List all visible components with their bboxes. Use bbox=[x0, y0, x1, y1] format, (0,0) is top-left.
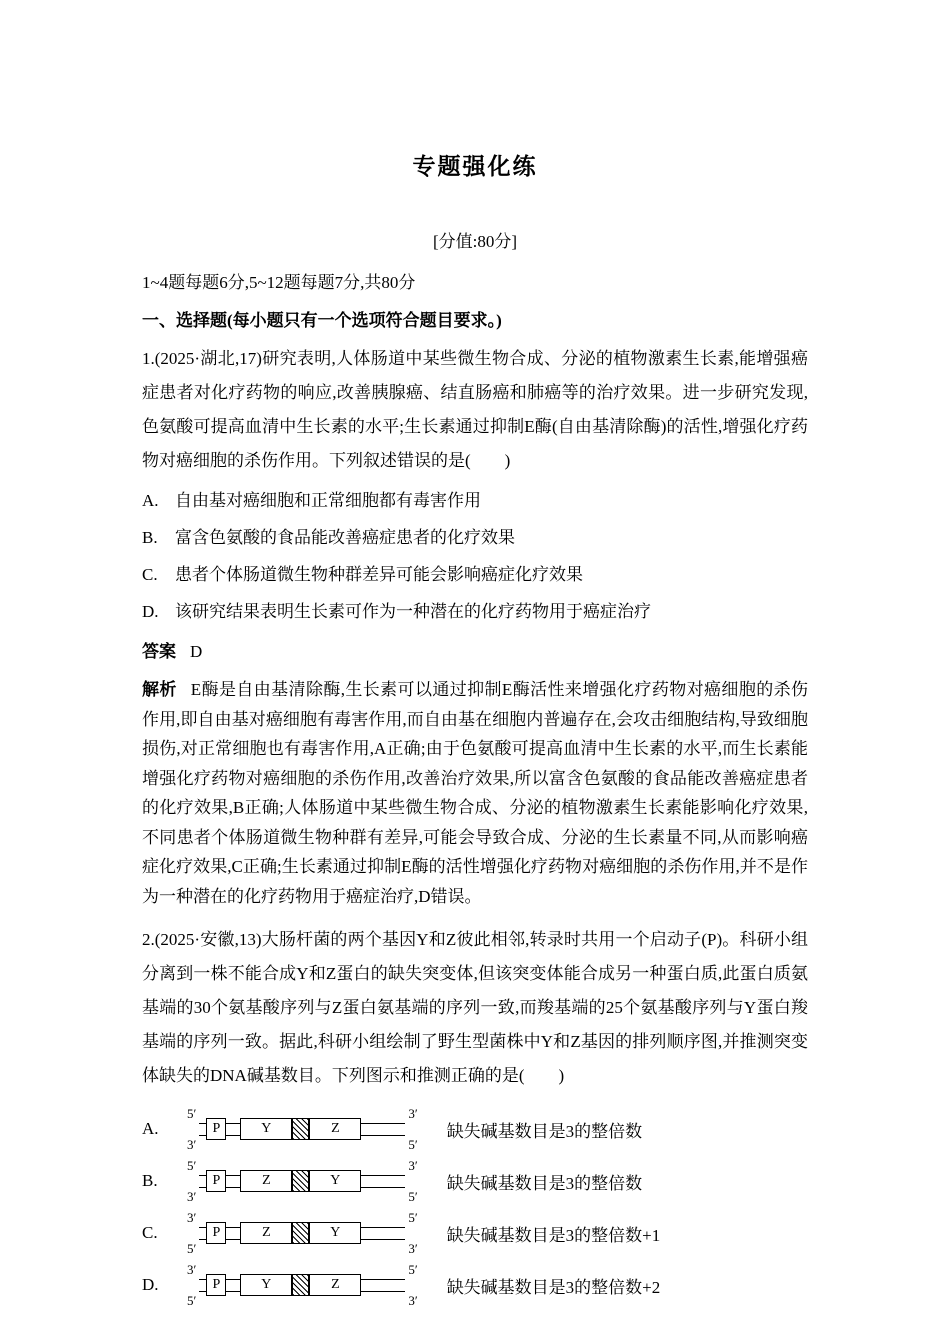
dna-strand bbox=[199, 1170, 405, 1192]
dna-segment bbox=[199, 1175, 206, 1188]
q2-option-c bbox=[142, 1207, 808, 1259]
strand-label-left-top: 5′ bbox=[187, 1106, 197, 1121]
strand-label-left-top: 5′ bbox=[187, 1158, 197, 1173]
strand-label-right-bottom: 5′ bbox=[408, 1137, 418, 1152]
option-letter: D. bbox=[142, 602, 159, 621]
dna-segment bbox=[199, 1123, 206, 1136]
strand-end-labels-right bbox=[405, 1107, 420, 1151]
strand-label-right-top: 5′ bbox=[408, 1262, 418, 1277]
gene-map-diagram bbox=[184, 1263, 421, 1307]
gene-box-first: Y bbox=[240, 1274, 292, 1296]
strand-end-labels-left bbox=[184, 1107, 199, 1151]
strand-label-right-top: 3′ bbox=[408, 1158, 418, 1173]
option-letter: A. bbox=[142, 1119, 159, 1138]
option-letter: A. bbox=[142, 491, 159, 510]
question-1-options bbox=[142, 482, 808, 630]
option-text: 自由基对癌细胞和正常细胞都有毒害作用 bbox=[175, 491, 481, 510]
q1-answer-line bbox=[142, 635, 808, 669]
option-letter: C. bbox=[142, 565, 158, 584]
strand-label-left-top: 3′ bbox=[187, 1262, 197, 1277]
dna-segment bbox=[361, 1279, 405, 1292]
option-caption: 缺失碱基数目是3的整倍数 bbox=[446, 1173, 643, 1193]
strand-label-right-bottom: 5′ bbox=[408, 1189, 418, 1204]
strand-label-right-top: 3′ bbox=[408, 1106, 418, 1121]
dna-strand bbox=[199, 1274, 405, 1296]
analysis-text: E酶是自由基清除酶,生长素可以通过抑制E酶活性来增强化疗药物对癌细胞的杀伤作用,即自由基对癌细胞有毒害作用,而自由基在细胞内普遍存在,会攻击细胞结构,导致细胞损伤,对正常细胞也有毒害作用,A正确;由于色氨酸可提高血清中生长素的水平,而生长素能增强化疗药物对癌细胞的杀伤作用,改善治疗效果,所以富含色氨酸的食品能改善癌症患者的化疗效果,B正确;人体肠道中某些微生物合成、分泌的植物激素生长素能影响化疗效果,不同患者个体肠道微生物种群有差异,可能会导致合成、分泌的生长素量不同,从而影响癌症化疗效果,C正确;生长素通过抑制E酶的活性增强化疗药物对癌细胞的杀伤作用,并不是作为一种潜在的化疗药物用于癌症治疗,D错误。 bbox=[142, 680, 808, 906]
page-title: 专题强化练 bbox=[412, 154, 538, 179]
option-caption: 缺失碱基数目是3的整倍数+1 bbox=[446, 1225, 661, 1245]
dna-segment bbox=[361, 1227, 405, 1240]
dna-segment bbox=[361, 1123, 405, 1136]
dna-strand bbox=[199, 1222, 405, 1244]
dna-segment bbox=[361, 1175, 405, 1188]
strand-label-left-bottom: 3′ bbox=[187, 1189, 197, 1204]
promoter-box: P bbox=[206, 1118, 226, 1140]
dna-segment bbox=[199, 1227, 206, 1240]
q1-option-d bbox=[142, 593, 808, 630]
score-line: [分值:80分] bbox=[432, 232, 518, 251]
q2-option-a bbox=[142, 1103, 808, 1155]
option-text: 该研究结果表明生长素可作为一种潜在的化疗药物用于癌症治疗 bbox=[175, 602, 651, 621]
strand-label-right-bottom: 3′ bbox=[408, 1293, 418, 1308]
answer-value: D bbox=[190, 642, 203, 661]
question-2-stem: 2.(2025·安徽,13)大肠杆菌的两个基因Y和Z彼此相邻,转录时共用一个启动子(P)。科研小组分离到一株不能合成Y和Z蛋白的缺失突变体,但该突变体能合成另一种蛋白质,此蛋白质氨基端的30个氨基酸序列与Z蛋白氨基端的序列一致,而羧基端的25个氨基酸序列与Y蛋白羧基端的序列一致。据此,科研小组绘制了野生型菌株中Y和Z基因的排列顺序图,并推测突变体缺失的DNA碱基数目。下列图示和推测正确的是( ) bbox=[142, 930, 808, 1085]
strand-end-labels-left bbox=[184, 1211, 199, 1255]
strand-label-right-top: 5′ bbox=[408, 1210, 418, 1225]
strand-label-left-bottom: 5′ bbox=[187, 1293, 197, 1308]
strand-label-left-bottom: 5′ bbox=[187, 1241, 197, 1256]
strand-label-left-top: 3′ bbox=[187, 1210, 197, 1225]
dna-segment bbox=[226, 1279, 240, 1292]
gene-box-first: Z bbox=[240, 1170, 292, 1192]
analysis-label: 解析 bbox=[142, 680, 177, 699]
option-letter: B. bbox=[142, 1171, 158, 1190]
promoter-box: P bbox=[206, 1274, 226, 1296]
option-letter: D. bbox=[142, 1275, 159, 1294]
dna-strand bbox=[199, 1118, 405, 1140]
answer-label: 答案 bbox=[142, 642, 176, 661]
strand-label-right-bottom: 3′ bbox=[408, 1241, 418, 1256]
gene-map-diagram bbox=[184, 1211, 421, 1255]
dna-segment bbox=[199, 1279, 206, 1292]
deletion-hatch-box bbox=[292, 1222, 309, 1244]
deletion-hatch-box bbox=[292, 1170, 309, 1192]
q1-option-b bbox=[142, 519, 808, 556]
gene-box-second: Z bbox=[309, 1118, 361, 1140]
option-letter: B. bbox=[142, 528, 158, 547]
question-2-options bbox=[142, 1103, 808, 1311]
option-caption: 缺失碱基数目是3的整倍数+2 bbox=[446, 1277, 661, 1297]
strand-end-labels-right bbox=[405, 1263, 420, 1307]
strand-label-left-bottom: 3′ bbox=[187, 1137, 197, 1152]
option-caption: 缺失碱基数目是3的整倍数 bbox=[446, 1121, 643, 1141]
gene-box-first: Y bbox=[240, 1118, 292, 1140]
gene-box-first: Z bbox=[240, 1222, 292, 1244]
deletion-hatch-box bbox=[292, 1274, 309, 1296]
question-1-stem: 1.(2025·湖北,17)研究表明,人体肠道中某些微生物合成、分泌的植物激素生长素,能增强癌症患者对化疗药物的响应,改善胰腺癌、结直肠癌和肺癌等的治疗效果。进一步研究发现,色氨酸可提高血清中生长素的水平;生长素通过抑制E酶(自由基清除酶)的活性,增强化疗药物对癌细胞的杀伤作用。下列叙述错误的是( ) bbox=[142, 349, 808, 470]
promoter-box: P bbox=[206, 1222, 226, 1244]
option-text: 患者个体肠道微生物种群差异可能会影响癌症化疗效果 bbox=[175, 565, 583, 584]
strand-end-labels-left bbox=[184, 1159, 199, 1203]
gene-box-second: Y bbox=[309, 1170, 361, 1192]
q2-option-d bbox=[142, 1259, 808, 1311]
gene-box-second: Z bbox=[309, 1274, 361, 1296]
gene-box-second: Y bbox=[309, 1222, 361, 1244]
dna-segment bbox=[226, 1123, 240, 1136]
strand-end-labels-right bbox=[405, 1159, 420, 1203]
option-text: 富含色氨酸的食品能改善癌症患者的化疗效果 bbox=[175, 528, 515, 547]
gene-map-diagram bbox=[184, 1107, 421, 1151]
section-heading: 一、选择题(每小题只有一个选项符合题目要求。) bbox=[142, 311, 502, 330]
q2-option-b bbox=[142, 1155, 808, 1207]
strand-end-labels-left bbox=[184, 1263, 199, 1307]
gene-map-diagram bbox=[184, 1159, 421, 1203]
q1-option-c bbox=[142, 556, 808, 593]
q1-option-a bbox=[142, 482, 808, 519]
deletion-hatch-box bbox=[292, 1118, 309, 1140]
strand-end-labels-right bbox=[405, 1211, 420, 1255]
option-letter: C. bbox=[142, 1223, 158, 1242]
points-line: 1~4题每题6分,5~12题每题7分,共80分 bbox=[142, 273, 416, 292]
dna-segment bbox=[226, 1227, 240, 1240]
dna-segment bbox=[226, 1175, 240, 1188]
promoter-box: P bbox=[206, 1170, 226, 1192]
q1-analysis bbox=[142, 675, 808, 911]
